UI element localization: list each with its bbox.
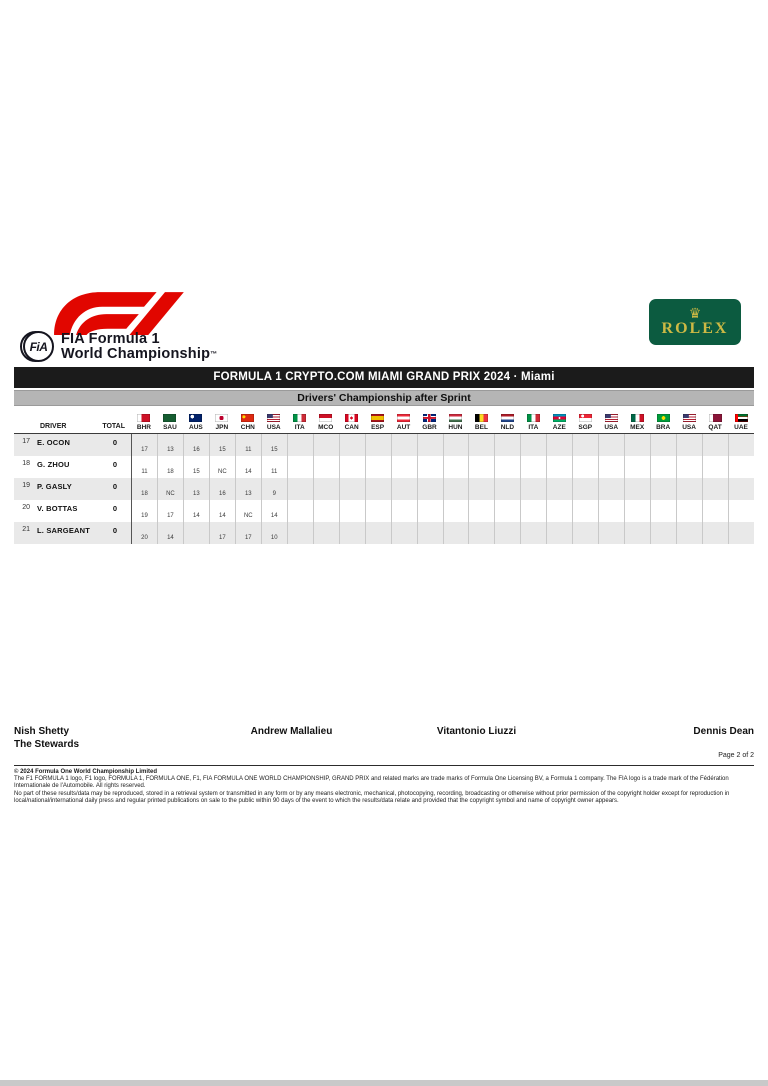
result-cell [546,522,572,544]
result-cell [443,522,469,544]
result-cell [676,500,702,522]
race-code-label: GBR [422,424,437,431]
result-cell [287,522,313,544]
race-code-label: ESP [371,424,385,431]
fia-wordmark-line1: FIA Formula 1 [61,330,160,347]
signatory [14,726,199,751]
driver-position: 20 [22,504,30,511]
race-column-header-sgp [572,407,598,433]
driver-name: G. ZHOU [37,460,70,469]
signatory [384,726,569,751]
result-cell: 9 [261,478,287,500]
flag-ita-icon [293,414,306,422]
result-cell [650,434,676,456]
race-column-header-usa [598,407,624,433]
result-cell [494,456,520,478]
race-code-label: JPN [215,424,229,431]
result-cell [702,522,728,544]
race-column-header-chn [235,407,261,433]
result-cell [417,478,443,500]
flag-hun-icon [449,414,462,422]
result-cell [546,434,572,456]
race-code-label: CAN [344,424,359,431]
driver-total: 0 [112,438,118,447]
copyright-title: © 2024 Formula One World Championship Limited [14,769,157,775]
result-cell [313,478,339,500]
total-column-header: TOTAL [102,423,125,430]
result-cell [624,478,650,500]
race-column-header-sau [157,407,183,433]
result-cell [728,456,754,478]
drivers-championship-table [14,407,754,544]
result-cell [728,434,754,456]
result-cell [443,500,469,522]
result-cell [313,522,339,544]
result-cell [339,500,365,522]
driver-cell [14,500,131,522]
race-code-label: MEX [630,424,645,431]
result-cell [417,456,443,478]
result-cell [417,522,443,544]
result-cell [650,500,676,522]
flag-can-icon [345,414,358,422]
race-code-label: UAE [734,424,748,431]
race-column-header-usa [676,407,702,433]
flag-esp-icon [371,414,384,422]
result-cell [598,456,624,478]
result-cell: 11 [261,456,287,478]
result-cell [728,478,754,500]
result-cell [624,500,650,522]
race-column-header-jpn [209,407,235,433]
result-cell [598,500,624,522]
result-cell [468,456,494,478]
result-cell [546,500,572,522]
fia-wordmark-line2: World Championship™ [61,345,218,362]
race-column-header-bra [650,407,676,433]
table-body [14,434,754,544]
race-code-label: ITA [528,424,539,431]
result-cell: 16 [183,434,209,456]
driver-name: V. BOTTAS [37,504,78,513]
result-cell: 17 [157,500,183,522]
driver-position: 19 [22,482,30,489]
driver-cell [14,478,131,500]
result-cell [391,500,417,522]
result-cell [391,456,417,478]
result-cell [468,522,494,544]
race-column-header-nld [494,407,520,433]
flag-chn-icon [241,414,254,422]
driver-total: 0 [112,460,118,469]
race-column-header-bel [468,407,494,433]
race-column-header-gbr [417,407,443,433]
race-code-label: BEL [474,424,488,431]
race-column-header-aut [391,407,417,433]
result-cell: 13 [157,434,183,456]
race-column-header-aze [546,407,572,433]
result-cell [520,522,546,544]
driver-total: 0 [112,504,118,513]
result-cell [339,522,365,544]
page-number-label: Page 2 of 2 [718,752,754,759]
result-cell [650,456,676,478]
result-cell [546,456,572,478]
result-cell [313,456,339,478]
race-column-header-qat [702,407,728,433]
fia-lockup [20,331,217,362]
table-row [14,500,754,522]
result-cell [339,456,365,478]
result-cell [365,522,391,544]
race-code-label: AUS [189,424,203,431]
footer-divider [14,765,754,766]
result-cell: 10 [261,522,287,544]
result-cell [313,434,339,456]
result-cell: 14 [261,500,287,522]
result-cell [287,478,313,500]
race-column-header-ita [520,407,546,433]
trademark-symbol: ™ [210,350,218,358]
result-cell [443,456,469,478]
result-cell [313,500,339,522]
result-cell [702,434,728,456]
result-cell [494,522,520,544]
result-cell [365,434,391,456]
result-cell [468,478,494,500]
flag-mco-icon [319,414,332,422]
flag-bra-icon [657,414,670,422]
result-cell: 14 [157,522,183,544]
result-cell [598,434,624,456]
result-cell: 17 [235,522,261,544]
result-cell [676,434,702,456]
race-column-header-uae [728,407,754,433]
result-cell [702,478,728,500]
result-cell [443,478,469,500]
result-cell [728,522,754,544]
race-code-label: ITA [294,424,305,431]
copyright-paragraph-1: The F1 FORMULA 1 logo, F1 logo, FORMULA 1, FORMULA ONE, F1, FIA FORMULA ONE WORLD CHAMPIONSHIP, GRAND PRIX and related marks are trade marks of Formula One Licensing BV, a Formula 1 company. The FIA logo is a trade mark of the Fédération Internationale de l'Automobile. All rights reserved. [14,776,729,790]
flag-bhr-icon [137,414,150,422]
flag-aut-icon [397,414,410,422]
flag-uae-icon [735,414,748,422]
result-cell [443,434,469,456]
result-cell [650,478,676,500]
result-cell [624,456,650,478]
result-cell: 16 [209,478,235,500]
race-code-label: SAU [163,424,177,431]
result-cell [520,456,546,478]
race-code-label: BRA [656,424,671,431]
result-cell [676,478,702,500]
race-column-header-mex [624,407,650,433]
result-cell [624,522,650,544]
driver-total-header [14,407,131,433]
result-cell: NC [235,500,261,522]
driver-name: L. SARGEANT [37,526,91,535]
race-code-label: USA [604,424,619,431]
driver-name: E. OCON [37,438,71,447]
driver-cell [14,434,131,456]
signatory [569,726,754,751]
race-code-label: MCO [318,424,334,431]
result-cell [494,500,520,522]
race-column-header-mco [313,407,339,433]
result-cell: 18 [131,478,157,500]
result-cell [520,500,546,522]
fia-wordmark [61,332,217,362]
result-cell: 15 [209,434,235,456]
driver-total: 0 [112,482,118,491]
result-cell [339,434,365,456]
result-cell [417,434,443,456]
rolex-wordmark: ROLEX [661,319,729,337]
race-column-header-bhr [131,407,157,433]
result-cell [546,478,572,500]
result-cell [391,478,417,500]
signatory [199,726,384,751]
signatory-name: Vitantonio Liuzzi [436,726,517,737]
result-cell [365,500,391,522]
result-cell [572,478,598,500]
race-code-label: AZE [552,424,566,431]
driver-position: 17 [22,438,30,445]
result-cell [520,434,546,456]
race-column-header-ita [287,407,313,433]
race-code-label: QAT [708,424,722,431]
result-cell [391,434,417,456]
result-cell [365,478,391,500]
flag-sgp-icon [579,414,592,422]
result-cell [676,522,702,544]
rolex-logo [649,299,741,345]
flag-usa-icon [683,414,696,422]
flag-aus-icon [189,414,202,422]
race-code-label: BHR [136,424,152,431]
result-cell [676,456,702,478]
result-cell [468,500,494,522]
signatories-row [14,726,754,751]
result-cell [339,478,365,500]
driver-position: 18 [22,460,30,467]
race-code-label: USA [266,424,281,431]
result-cell [598,478,624,500]
race-code-label: NLD [500,424,515,431]
flag-gbr-icon [423,414,436,422]
result-cell: 15 [183,456,209,478]
rolex-crown-icon: ♛ [688,304,702,321]
flag-ita-icon [527,414,540,422]
result-cell: NC [157,478,183,500]
page-bottom-strip [0,1080,768,1086]
result-cell [287,456,313,478]
flag-usa-icon [267,414,280,422]
signatory-name: Dennis Dean [693,726,754,737]
document-subtitle-bar: Drivers' Championship after Sprint [14,390,754,406]
result-cell: 14 [209,500,235,522]
flag-aze-icon [553,414,566,422]
result-cell: 13 [183,478,209,500]
race-column-header-can [339,407,365,433]
result-cell [365,456,391,478]
result-cell [598,522,624,544]
result-cell: 15 [261,434,287,456]
result-cell [417,500,443,522]
flag-nld-icon [501,414,514,422]
race-column-header-usa [261,407,287,433]
driver-cell [14,522,131,544]
result-cell: 20 [131,522,157,544]
signatory-role: The Stewards [14,738,80,750]
driver-cell [14,456,131,478]
flag-qat-icon [709,414,722,422]
race-code-label: AUT [396,424,411,431]
copyright-paragraph-2: No part of these results/data may be reproduced, stored in a retrieval system or transmitted in any form or by any means electronic, mechanical, photocopying, recording, broadcasting or otherwise without prior permission of the copyright holder except for reproduction in local/national/international daily press and regular printed publications on sale to the public within 90 days of the event to which the results/data relate and provided that the copyright symbol and name of copyright owner appears. [14,790,730,804]
result-cell [702,456,728,478]
flag-sau-icon [163,414,176,422]
result-cell [287,500,313,522]
race-column-header-esp [365,407,391,433]
result-cell: 11 [235,434,261,456]
table-row [14,478,754,500]
result-cell [494,478,520,500]
result-cell: 17 [131,434,157,456]
race-column-header-aus [183,407,209,433]
result-cell [702,500,728,522]
flag-usa-icon [605,414,618,422]
race-code-label: CHN [240,424,255,431]
result-cell [572,456,598,478]
driver-name: P. GASLY [37,482,72,491]
flag-bel-icon [475,414,488,422]
result-cell [287,434,313,456]
result-cell: NC [209,456,235,478]
table-row [14,456,754,478]
driver-position: 21 [22,526,30,533]
table-header-row [14,407,754,434]
race-code-label: SGP [578,424,593,431]
result-cell: 14 [183,500,209,522]
event-title-bar: FORMULA 1 CRYPTO.COM MIAMI GRAND PRIX 2024 · Miami [14,367,754,388]
result-cell: 19 [131,500,157,522]
flag-jpn-icon [215,414,228,422]
result-cell [391,522,417,544]
result-cell: 11 [131,456,157,478]
result-cell [624,434,650,456]
result-cell [728,500,754,522]
race-code-label: HUN [448,424,463,431]
table-row [14,434,754,456]
result-cell [572,522,598,544]
result-cell [520,478,546,500]
result-cell [494,434,520,456]
result-cell: 17 [209,522,235,544]
fia-emblem-text: FiA [23,331,54,362]
result-cell [572,434,598,456]
result-cell: 14 [235,456,261,478]
copyright-block [14,769,754,805]
flag-mex-icon [631,414,644,422]
result-cell: 18 [157,456,183,478]
result-cell [572,500,598,522]
table-row [14,522,754,544]
result-cell [468,434,494,456]
driver-total: 0 [112,526,118,535]
result-cell [183,522,209,544]
signatory-name: Nish Shetty [14,726,70,737]
race-code-label: USA [682,424,696,431]
fia-emblem-icon [20,331,54,362]
driver-column-header: DRIVER [40,423,67,430]
result-cell: 13 [235,478,261,500]
race-column-header-hun [443,407,469,433]
signatory-name: Andrew Mallalieu [250,726,333,737]
result-cell [650,522,676,544]
